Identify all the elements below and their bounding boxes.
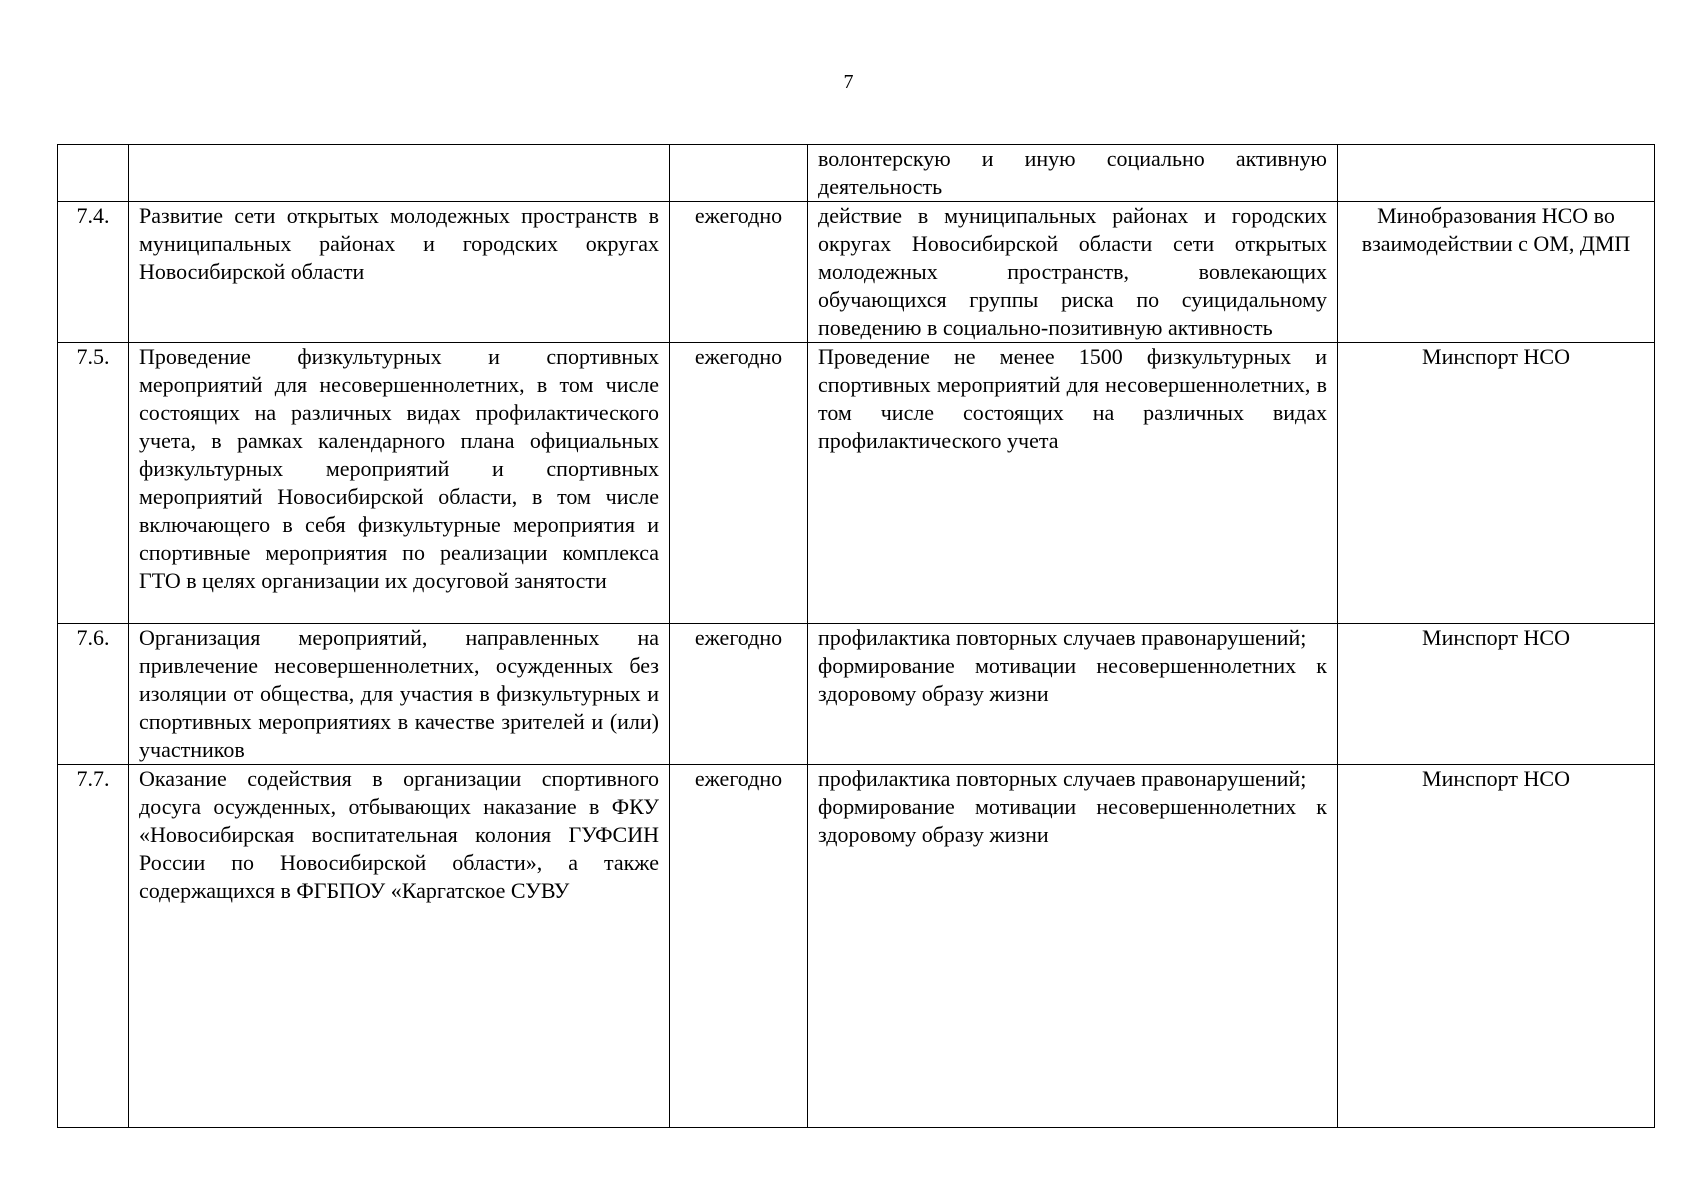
item-number xyxy=(58,145,129,202)
item-number: 7.5. xyxy=(58,343,129,624)
table-row xyxy=(58,765,1655,1128)
event-description: Оказание содействия в организации спортивного досуга осужденных, отбывающих наказание в ФКУ «Новосибирская воспитательная колония ГУФСИН России по Новосибирской области», а также содержащихся в ФГБПОУ «Каргатское СУВУ xyxy=(129,765,670,1128)
expected-result xyxy=(808,145,1338,202)
event-description: Проведение физкультурных и спортивных мероприятий для несовершеннолетних, в том числе состоящих на различных видах профилактического учета, в рамках календарного плана официальных физкультурных мероприятий и спортивных мероприятий Новосибирской области, в том числе включающего в себя физкультурные мероприятия и спортивные мероприятия по реализации комплекса ГТО в целях организации их досуговой занятости xyxy=(129,343,670,624)
responsible-party: Минспорт НСО xyxy=(1338,343,1655,624)
expected-result xyxy=(808,343,1338,624)
expected-result-line: действие в муниципальных районах и городских округах Новосибирской области сети открытых молодежных пространств, вовлекающих обучающихся группы риска по суицидальному поведению в социально-позитивную активность xyxy=(818,203,1327,340)
event-description: Развитие сети открытых молодежных пространств в муниципальных районах и городских округах Новосибирской области xyxy=(129,202,670,343)
execution-term: ежегодно xyxy=(670,765,808,1128)
event-description: Организация мероприятий, направленных на привлечение несовершеннолетних, осужденных без изоляции от общества, для участия в физкультурных и спортивных мероприятиях в качестве зрителей и (или) участников xyxy=(129,624,670,765)
item-number: 7.6. xyxy=(58,624,129,765)
table-row xyxy=(58,624,1655,765)
expected-result-line: формирование мотивации несовершеннолетних к здоровому образу жизни xyxy=(818,653,1327,706)
expected-result xyxy=(808,765,1338,1128)
responsible-party xyxy=(1338,145,1655,202)
table-row xyxy=(58,202,1655,343)
page-number: 7 xyxy=(843,71,854,93)
expected-result-line: формирование мотивации несовершеннолетних к здоровому образу жизни xyxy=(818,794,1327,847)
expected-result-line: Проведение не менее 1500 физкультурных и спортивных мероприятий для несовершеннолетних, в том числе состоящих на различных видах профилактического учета xyxy=(818,344,1327,453)
plan-table xyxy=(57,144,1655,1128)
execution-term: ежегодно xyxy=(670,343,808,624)
item-number: 7.4. xyxy=(58,202,129,343)
expected-result-line: профилактика повторных случаев правонарушений; xyxy=(818,766,1307,791)
execution-term xyxy=(670,145,808,202)
execution-term: ежегодно xyxy=(670,624,808,765)
execution-term: ежегодно xyxy=(670,202,808,343)
responsible-party: Минспорт НСО xyxy=(1338,765,1655,1128)
expected-result xyxy=(808,202,1338,343)
table-row xyxy=(58,145,1655,202)
event-description xyxy=(129,145,670,202)
responsible-party: Минобразования НСО во взаимодействии с ОМ, ДМП xyxy=(1338,202,1655,343)
responsible-party: Минспорт НСО xyxy=(1338,624,1655,765)
table-row xyxy=(58,343,1655,624)
expected-result-line: волонтерскую и иную социально активную деятельность xyxy=(818,146,1327,199)
expected-result xyxy=(808,624,1338,765)
item-number: 7.7. xyxy=(58,765,129,1128)
expected-result-line: профилактика повторных случаев правонарушений; xyxy=(818,625,1307,650)
